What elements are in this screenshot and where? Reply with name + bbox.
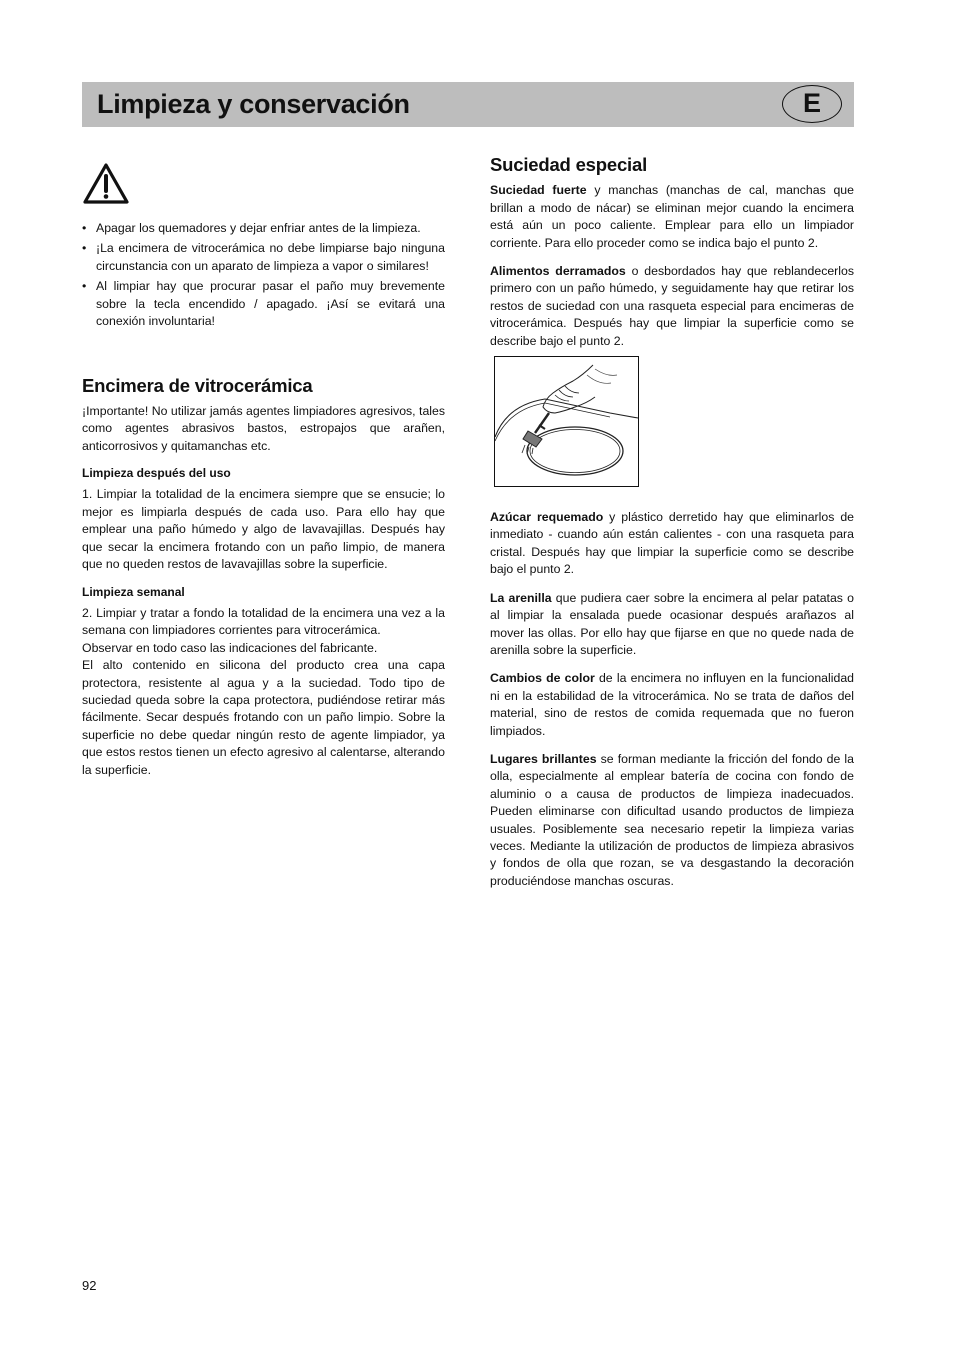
weekly-text-3: El alto contenido en silicona del producto crea una capa protectora, resistente al agua y a la suciedad. Todo tipo de suciedad queda sobre la capa protectora, pudiéndose retirar más fácilmente. Secar después frotando con un paño limpio. Sobre la superficie no debe quedar ningún resto de agente limpiador, ya que estos restos tienen un efecto agresivo al calentarse, alterando la superficie. xyxy=(82,658,445,777)
term-text: y manchas (manchas de cal, manchas que brillan a modo de nácar) se eliminan mejor cuando la encimera está aún un poco caliente. Emplear para ello un limpiador corriente. Para ello proceder como se indica bajo el punto 2. xyxy=(490,183,854,250)
section-title-encimera: Encimera de vitrocerámica xyxy=(82,375,313,397)
subhead-weekly: Limpieza semanal xyxy=(82,584,185,599)
term-label: Alimentos derramados xyxy=(490,264,626,279)
term-text: se forman mediante la fricción del fondo de la olla, especialmente al emplear batería de cocina con fondo de aluminio o a causa de productos de limpieza inadecuados. Pueden eliminarse con dificultad usando productos de limpieza usuales. Posiblemente sea necesario repetir la limpieza varias veces. Mediante la utilización de productos de limpieza abrasivos y fondos de olla que rozan, se va desgastando la decoración produciéndose manchas oscuras. xyxy=(490,751,854,888)
term-text: y plástico derretido hay que eliminarlos de inmediato - cuando aún están calientes - con una rasqueta para cristal. Después hay que limpiar la superficie como se describe bajo el punto 2. xyxy=(490,510,854,577)
paragraph-lugares-brillantes xyxy=(490,751,854,890)
scraper-hand-drawing xyxy=(495,357,638,486)
after-use-text: 1. Limpiar la totalidad de la encimera siempre que se ensucie; lo mejor es limpiarla después de cada uso. Para ello hay que emplear una paño húmedo y algo de lavavajillas. Después hay que secar la encimera frotando con un paño limpio, de manera que no queden restos de lavavajillas sobre la superficie. xyxy=(82,487,445,572)
section-title-suciedad: Suciedad especial xyxy=(490,154,648,175)
term-text: que pudiera caer sobre la encimera al pelar patatas o al limpiar la ensalada puede ocasionar después arañazos al mover las ollas. Por ello hay que fijarse en que no quede nada de arenilla sobre la superficie. xyxy=(490,590,854,657)
term-label: La arenilla xyxy=(490,590,552,605)
warning-item: • Apagar los quemadores y dejar enfriar antes de la limpieza. xyxy=(82,220,445,237)
page-title: Limpieza y conservación xyxy=(97,89,410,119)
warning-triangle-icon xyxy=(82,162,130,206)
term-text: de la encimera no influyen en la funcionalidad ni en la estabilidad de la vitrocerámica. No se trata de daños del material, sino de restos de comida requemada que no fueron limpiados. xyxy=(490,671,854,738)
paragraph-suciedad-fuerte xyxy=(490,182,854,252)
page-number: 92 xyxy=(82,1278,97,1293)
right-column xyxy=(490,154,855,890)
weekly-text-2: Observar en todo caso las indicaciones del fabricante. xyxy=(82,640,378,655)
term-label: Azúcar requemado xyxy=(490,510,604,525)
encimera-intro: ¡Importante! No utilizar jamás agentes limpiadores agresivos, tales como agentes abrasivos bastos, estropajos que arañen, anticorrosivos y quitamanchas etc. xyxy=(82,403,445,453)
page-header xyxy=(82,82,854,127)
left-column xyxy=(82,158,445,779)
paragraph-cambios-color xyxy=(490,670,854,740)
term-label: Lugares brillantes xyxy=(490,751,597,766)
term-label: Cambios de color xyxy=(490,671,595,686)
paragraph-arenilla xyxy=(490,590,854,660)
weekly-text-1: 2. Limpiar y tratar a fondo la totalidad de la encimera una vez a la semana con limpiadores corrientes para vitrocerámica. xyxy=(82,605,445,638)
paragraph-alimentos-derramados xyxy=(490,263,854,350)
warning-item: • Al limpiar hay que procurar pasar el paño muy brevemente sobre la tecla encendido / apagado. ¡Así se evitará una conexión involuntaria! xyxy=(82,278,445,330)
paragraph-azucar-requemado xyxy=(490,509,854,579)
term-label: Suciedad fuerte xyxy=(490,183,587,198)
term-text: o desbordados hay que reblandecerlos primero con un paño húmedo, y seguidamente hay que retirar los restos de suciedad con una rasqueta especial para encimeras de vitrocerámica. Después hay que limpiar la superficie como se describe bajo el punto 2. xyxy=(490,264,855,348)
language-badge: E xyxy=(782,85,842,123)
scraper-illustration xyxy=(494,356,639,487)
subhead-after-use: Limpieza después del uso xyxy=(82,466,231,481)
warning-item: • ¡La encimera de vitrocerámica no debe limpiarse bajo ninguna circunstancia con un aparato de limpieza a vapor o similares! xyxy=(82,240,445,275)
warning-list xyxy=(82,220,445,330)
